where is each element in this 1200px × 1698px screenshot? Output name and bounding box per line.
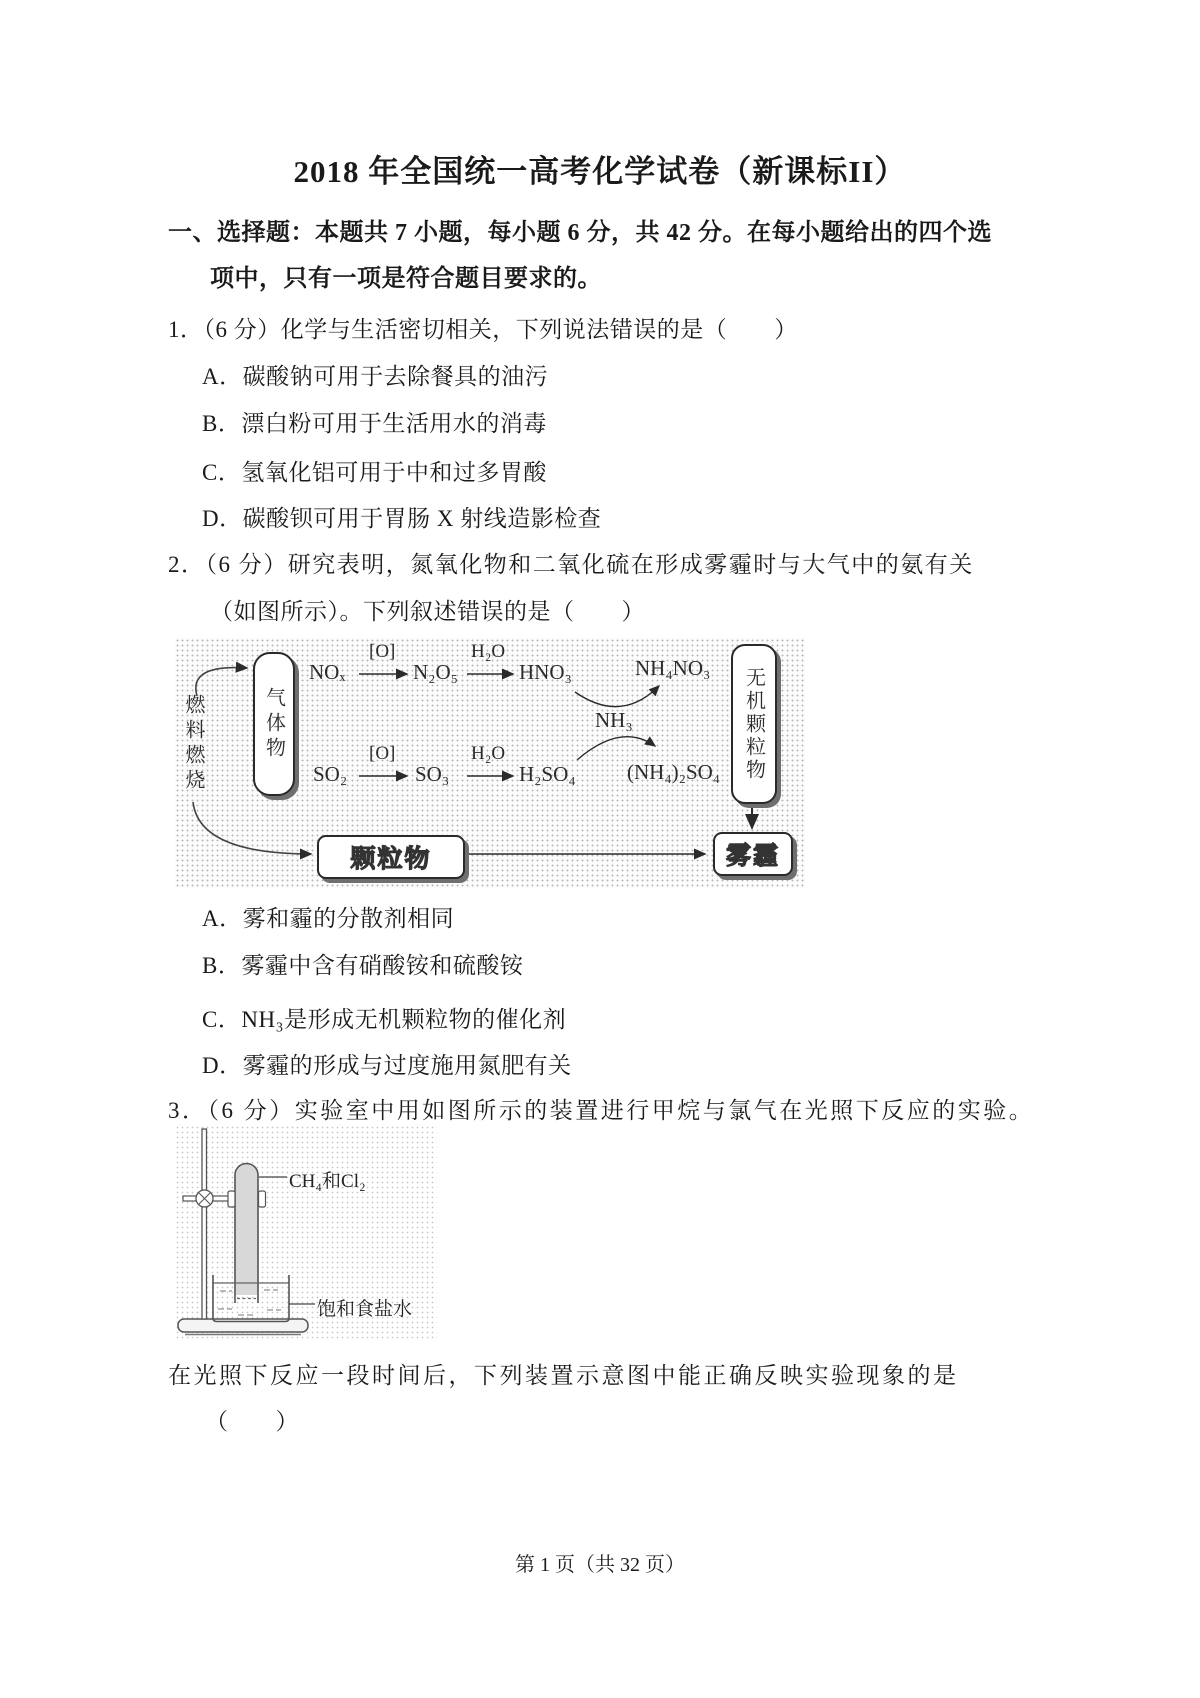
- oxidant-label-2: [O]: [369, 743, 396, 764]
- formula-nh4no3: NH₄NO₃: [635, 656, 711, 680]
- particles-box: [317, 835, 465, 879]
- tube-gas-fill: [235, 1164, 258, 1296]
- q1-stem: 1．（6 分）化学与生活密切相关，下列说法错误的是（ ）: [168, 317, 798, 342]
- q2-option-a: A．雾和霾的分散剂相同: [202, 906, 455, 931]
- formula-so3: SO₃: [415, 762, 450, 786]
- page-footer: 第 1 页（共 32 页）: [515, 1554, 685, 1576]
- formula-hno3: HNO₃: [519, 660, 572, 684]
- arrow-fuel-to-particles: [193, 802, 311, 854]
- inorganic-particles-label: 无机颗粒物: [742, 666, 765, 782]
- q3-after-line1: 在光照下反应一段时间后，下列装置示意图中能正确反映实验现象的是: [168, 1363, 959, 1388]
- q2-stem-line2: （如图所示）。下列叙述错误的是（ ）: [210, 599, 645, 624]
- oxidant-label-1: [O]: [369, 641, 396, 662]
- q1-option-d: D．碳酸钡可用于胃肠 X 射线造影检查: [202, 506, 602, 531]
- brine-label: 饱和食盐水: [317, 1299, 413, 1320]
- section-heading-line1: 一、选择题：本题共 7 小题，每小题 6 分，共 42 分。在每小题给出的四个选: [168, 220, 992, 246]
- formula-nh42so4: (NH₄)₂SO₄: [627, 760, 721, 784]
- formula-so2: SO₂: [313, 762, 348, 786]
- formula-nox: NOₓ: [309, 660, 346, 684]
- q1-option-c: C．氢氧化铝可用于中和过多胃酸: [202, 460, 547, 485]
- fuel-combustion-label: 燃料燃烧: [182, 694, 204, 794]
- q2-option-d: D．雾霾的形成与过度施用氮肥有关: [202, 1053, 572, 1078]
- water-label-1: H₂O: [471, 641, 506, 662]
- gas-box-label: 气体物: [262, 686, 285, 762]
- q2-option-c: C．NH₃是形成无机颗粒物的催化剂: [202, 1007, 567, 1032]
- q2-option-b: B．雾霾中含有硝酸铵和硫酸铵: [202, 953, 524, 978]
- q1-option-a: A．碳酸钠可用于去除餐具的油污: [202, 364, 549, 389]
- smog-flow-diagram: [175, 638, 805, 888]
- q3-after-line2: （ ）: [205, 1409, 299, 1434]
- arrow-hno3-nh4no3: [575, 686, 659, 707]
- gas-box: [253, 652, 295, 796]
- formula-h2so4: H₂SO₄: [519, 762, 576, 786]
- arrow-fuel-to-gas: [196, 668, 247, 696]
- clamp-jaw-left: [228, 1191, 235, 1207]
- tube-gas-label: CH₄和Cl₂: [289, 1171, 366, 1192]
- q3-stem: 3．（6 分）实验室中用如图所示的装置进行甲烷与氯气在光照下反应的实验。: [168, 1098, 1035, 1123]
- formula-n2o5: N₂O₅: [413, 660, 458, 684]
- inorganic-particles-box: [731, 644, 777, 804]
- smog-label: 雾霾: [725, 843, 780, 870]
- page-title: 2018 年全国统一高考化学试卷（新课标II）: [293, 154, 907, 189]
- arrow-h2so4-nh42so4: [577, 737, 655, 760]
- particles-label: 颗粒物: [350, 846, 432, 873]
- section-heading-line2: 项中，只有一项是符合题目要求的。: [210, 266, 602, 292]
- q1-option-b: B．漂白粉可用于生活用水的消毒: [202, 411, 547, 436]
- stand-rod: [202, 1129, 207, 1319]
- apparatus-diagram: [175, 1125, 437, 1340]
- formula-nh3: NH₃: [595, 708, 633, 732]
- q2-stem-line1: 2．（6 分）研究表明，氮氧化物和二氧化硫在形成雾霾时与大气中的氨有关: [168, 552, 974, 577]
- smog-box: [713, 832, 793, 876]
- clamp-jaw-right: [259, 1191, 266, 1207]
- water-label-2: H₂O: [471, 743, 506, 764]
